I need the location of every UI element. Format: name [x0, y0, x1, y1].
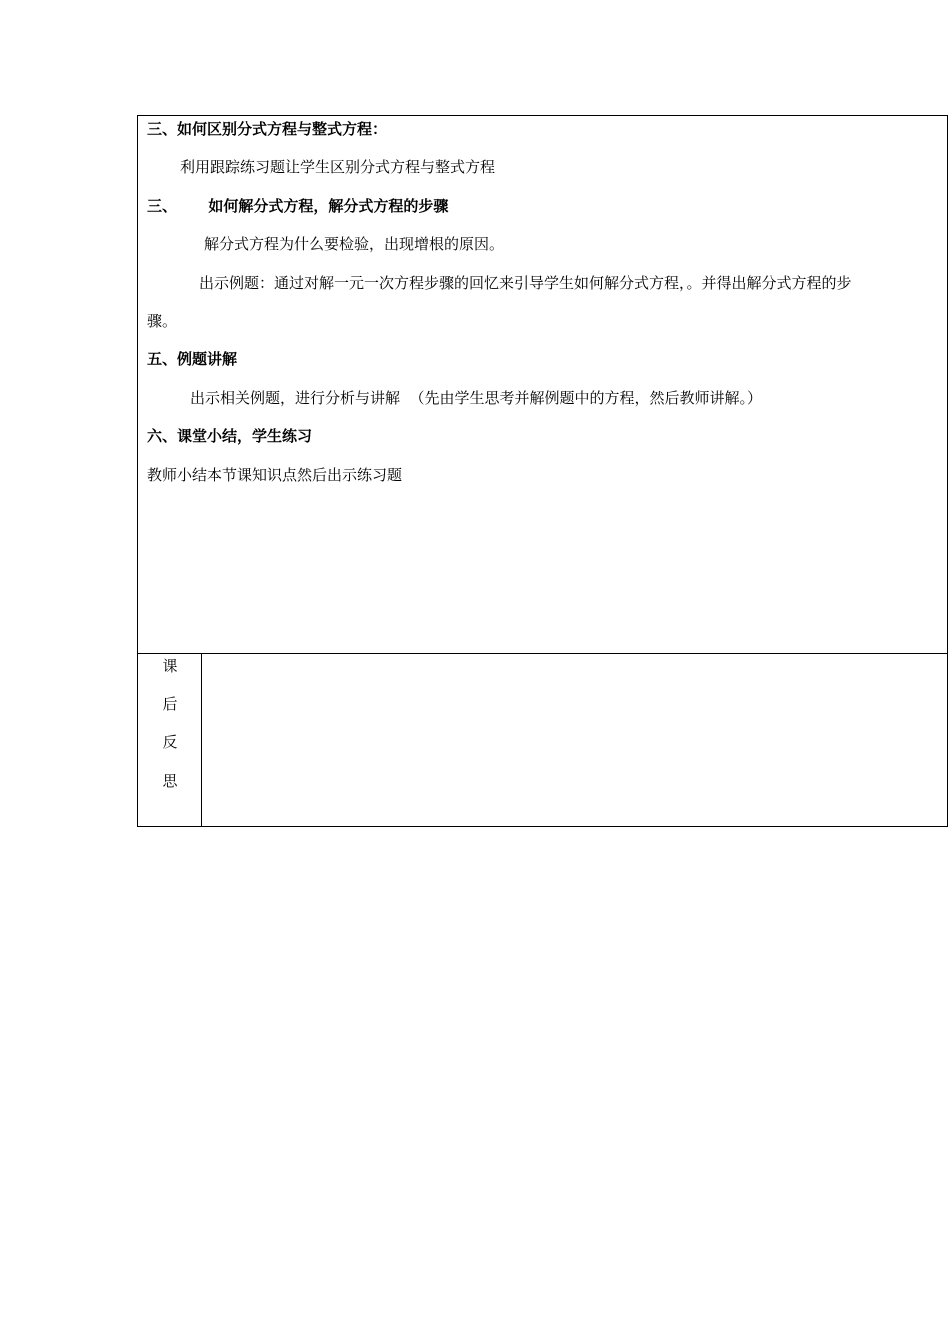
reflection-label-char: 课	[162, 657, 178, 675]
post-class-reflection-row	[138, 654, 947, 826]
lesson-content-cell	[138, 116, 947, 654]
paragraph-tracking-exercise: 利用跟踪练习题让学生区别分式方程与整式方程	[180, 158, 496, 176]
section-heading-summary: 六、课堂小结，学生练习	[147, 427, 313, 445]
reflection-body-cell	[202, 654, 947, 826]
paragraph-example-analysis: 出示相关例题，进行分析与讲解 （先由学生思考并解例题中的方程，然后教师讲解。）	[190, 389, 763, 407]
paragraph-teacher-summary: 教师小结本节课知识点然后出示练习题	[147, 466, 403, 484]
reflection-label-cell	[138, 654, 202, 826]
reflection-label-char: 后	[162, 695, 178, 713]
paragraph-why-verify: 解分式方程为什么要检验，出现增根的原因。	[204, 235, 505, 253]
section-heading-distinguish: 三、如何区别分式方程与整式方程：	[147, 120, 388, 138]
paragraph-example-intro: 出示例题：通过对解一元一次方程步骤的回忆来引导学生如何解分式方程，。并得出解分式方程的步	[199, 274, 852, 292]
paragraph-example-intro-cont: 骤。	[147, 312, 178, 330]
section-heading-examples: 五、例题讲解	[147, 350, 238, 368]
reflection-label-char: 反	[162, 733, 178, 751]
section-heading-solve-steps: 三、 如何解分式方程，解分式方程的步骤	[147, 197, 449, 215]
lesson-plan-table	[137, 115, 948, 827]
reflection-label-char: 思	[162, 772, 178, 790]
